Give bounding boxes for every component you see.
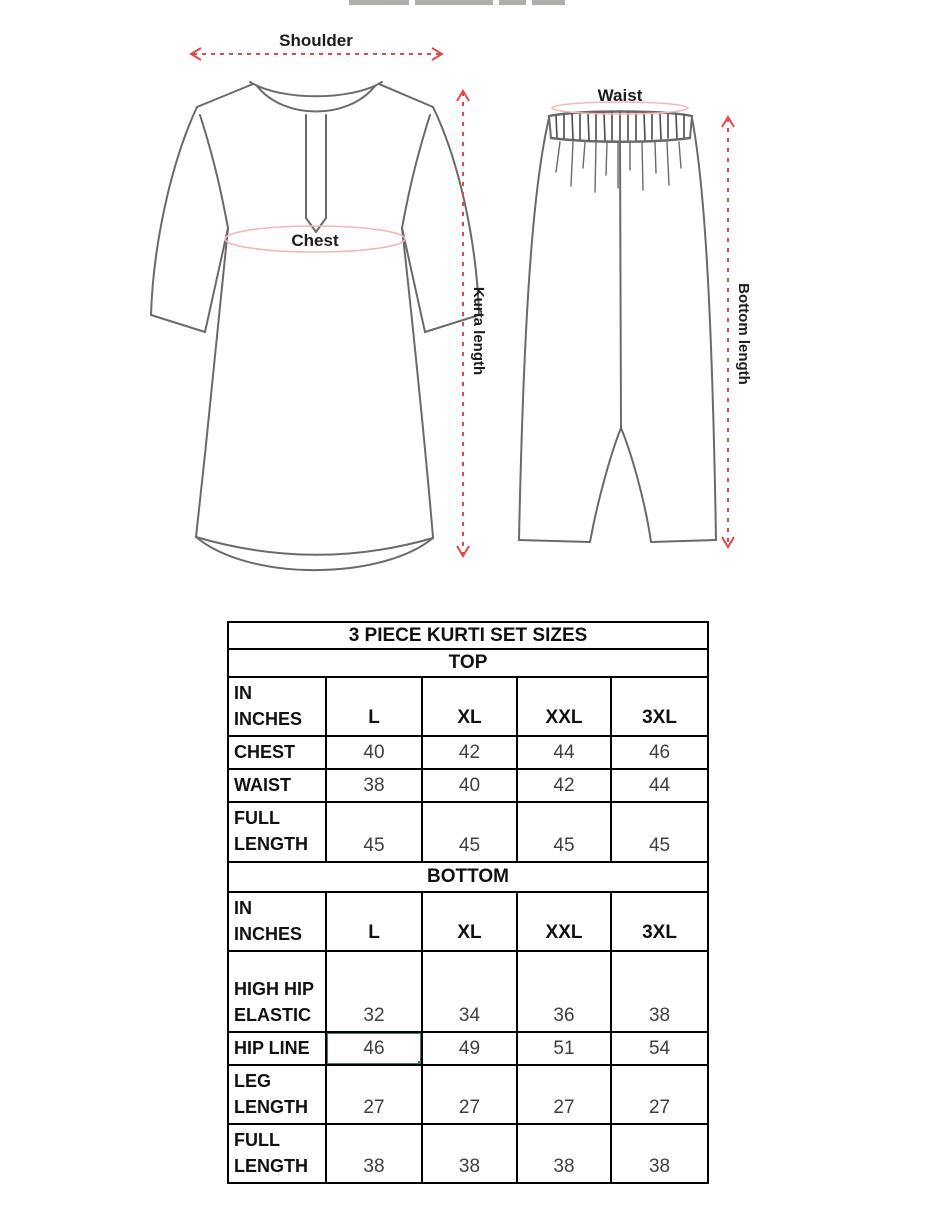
size-col-xxl: XXL — [517, 892, 611, 951]
table-row — [228, 1065, 708, 1124]
value-cell: 54 — [611, 1032, 708, 1065]
pants-drawing — [519, 112, 716, 543]
cropped-text-remnant — [349, 0, 565, 5]
value-cell: 46 — [611, 736, 708, 769]
row-label: WAIST — [228, 769, 326, 802]
value-cell: 45 — [326, 802, 422, 861]
value-cell: 42 — [517, 769, 611, 802]
unit-label: IN INCHES — [228, 677, 326, 736]
section-header-top: TOP — [228, 649, 708, 677]
size-col-xl: XL — [422, 892, 517, 951]
value-cell: 42 — [422, 736, 517, 769]
row-label: FULL LENGTH — [228, 802, 326, 861]
value-cell: 38 — [517, 1124, 611, 1183]
value-cell: 44 — [517, 736, 611, 769]
bottom-length-label: Bottom length — [735, 283, 752, 385]
value-cell: 40 — [422, 769, 517, 802]
row-label: HIGH HIP ELASTIC — [228, 951, 326, 1032]
row-label: FULL LENGTH — [228, 1124, 326, 1183]
value-cell: 40 — [326, 736, 422, 769]
cell-selection-border — [326, 1032, 422, 1065]
chest-label: Chest — [291, 231, 339, 250]
value-cell: 38 — [422, 1124, 517, 1183]
row-label: CHEST — [228, 736, 326, 769]
table-row — [228, 677, 708, 736]
table-row — [228, 736, 708, 769]
value-cell: 27 — [422, 1065, 517, 1124]
value-cell: 38 — [326, 1124, 422, 1183]
shoulder-label: Shoulder — [279, 31, 353, 50]
value-cell: 27 — [611, 1065, 708, 1124]
value-cell: 27 — [326, 1065, 422, 1124]
value-cell: 38 — [611, 951, 708, 1032]
size-col-xl: XL — [422, 677, 517, 736]
row-label: HIP LINE — [228, 1032, 326, 1065]
table-row — [228, 951, 708, 1032]
kurti-drawing — [151, 82, 479, 570]
waist-label: Waist — [597, 86, 643, 105]
table-row — [228, 1032, 708, 1065]
value-cell: 51 — [517, 1032, 611, 1065]
value-cell: 45 — [611, 802, 708, 861]
section-header-bottom: BOTTOM — [228, 862, 708, 892]
value-cell: 32 — [326, 951, 422, 1032]
table-row — [228, 769, 708, 802]
value-cell: 27 — [517, 1065, 611, 1124]
size-col-l: L — [326, 677, 422, 736]
size-col-3xl: 3XL — [611, 892, 708, 951]
kurta-length-arrow — [457, 91, 469, 556]
size-col-xxl: XXL — [517, 677, 611, 736]
table-row — [228, 802, 708, 861]
bottom-length-arrow — [722, 117, 734, 547]
unit-label: IN INCHES — [228, 892, 326, 951]
value-cell: 49 — [422, 1032, 517, 1065]
kurta-length-label: Kurta length — [470, 286, 487, 376]
size-col-3xl: 3XL — [611, 677, 708, 736]
value-cell: 38 — [611, 1124, 708, 1183]
table-row — [228, 892, 708, 951]
cell-selection-handle — [418, 1061, 422, 1065]
size-table — [227, 621, 709, 1184]
value-cell-selected: 46 — [326, 1032, 422, 1065]
table-row — [228, 1124, 708, 1183]
value-cell: 38 — [326, 769, 422, 802]
table-title: 3 PIECE KURTI SET SIZES — [228, 622, 708, 649]
measurement-diagram — [0, 0, 936, 600]
value-cell: 45 — [517, 802, 611, 861]
value-cell: 45 — [422, 802, 517, 861]
value-cell: 36 — [517, 951, 611, 1032]
value-cell: 34 — [422, 951, 517, 1032]
size-col-l: L — [326, 892, 422, 951]
row-label: LEG LENGTH — [228, 1065, 326, 1124]
value-cell: 44 — [611, 769, 708, 802]
